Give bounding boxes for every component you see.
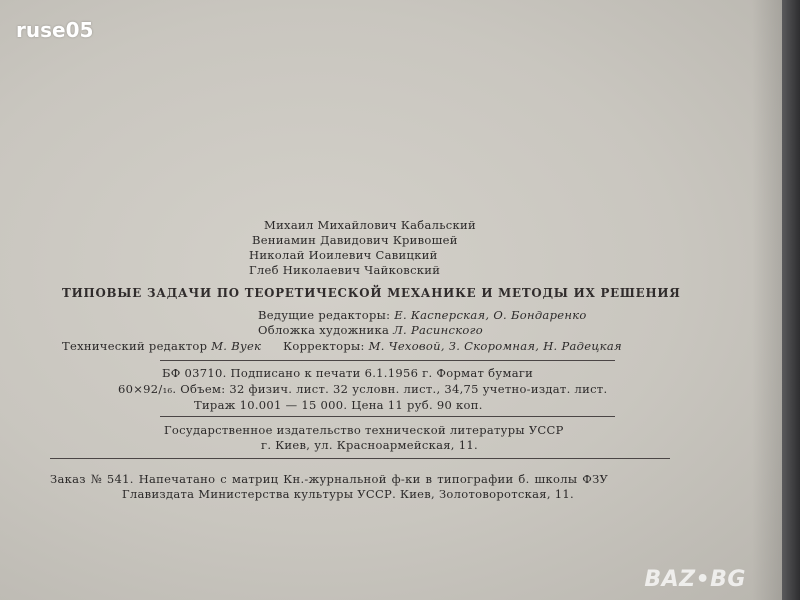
imprint-line-1: БФ 03710. Подписано к печати 6.1.1956 г. Формат бумаги bbox=[162, 366, 534, 380]
tech-editor-line bbox=[62, 339, 622, 353]
site-logo: BAZ•BG bbox=[644, 567, 746, 592]
lead-editors-label: Ведущие редакторы: bbox=[258, 308, 391, 322]
watermark-text: ruse05 bbox=[16, 18, 94, 42]
background-edge bbox=[782, 0, 800, 600]
divider-rule-mid bbox=[160, 416, 615, 417]
publisher-line-2: г. Киев, ул. Красноармейская, 11. bbox=[261, 438, 478, 452]
cover-artist-name: Л. Расинского bbox=[393, 323, 483, 337]
divider-rule-top bbox=[160, 360, 615, 361]
author-1: Михаил Михайлович Кабальский bbox=[264, 218, 476, 232]
tech-editor-name: М. Вуек bbox=[211, 339, 262, 353]
book-title: ТИПОВЫЕ ЗАДАЧИ ПО ТЕОРЕТИЧЕСКОЙ МЕХАНИКЕ И МЕТОДЫ ИХ РЕШЕНИЯ bbox=[62, 286, 681, 300]
proofreaders-names: М. Чеховой, З. Скоромная, Н. Радецкая bbox=[368, 339, 622, 353]
tech-editor-label: Технический редактор bbox=[62, 339, 208, 353]
lead-editors-names: Е. Касперская, О. Бондаренко bbox=[394, 308, 587, 322]
publisher-line-1: Государственное издательство технической литературы УССР bbox=[164, 423, 564, 437]
divider-rule-bottom bbox=[50, 458, 670, 459]
page-shadow bbox=[752, 0, 782, 600]
proofreaders-label: Корректоры: bbox=[283, 339, 365, 353]
author-4: Глеб Николаевич Чайковский bbox=[249, 263, 441, 277]
order-line-2: Главиздата Министерства культуры УССР. Киев, Золотоворотская, 11. bbox=[122, 487, 574, 501]
cover-artist-label: Обложка художника bbox=[258, 323, 390, 337]
imprint-line-2: 60×92/₁₆. Объем: 32 физич. лист. 32 условн. лист., 34,75 учетно-издат. лист. bbox=[118, 382, 608, 396]
author-3: Николай Иоилевич Савицкий bbox=[249, 248, 438, 262]
order-line-1: Заказ № 541. Напечатано с матриц Кн.-журнальной ф-ки в типографии б. школы ФЗУ bbox=[50, 472, 609, 486]
imprint-line-3: Тираж 10.001 — 15 000. Цена 11 руб. 90 коп. bbox=[194, 398, 483, 412]
cover-artist-line bbox=[258, 323, 483, 337]
lead-editors-line bbox=[258, 308, 587, 322]
author-2: Вениамин Давидович Кривошей bbox=[252, 233, 458, 247]
